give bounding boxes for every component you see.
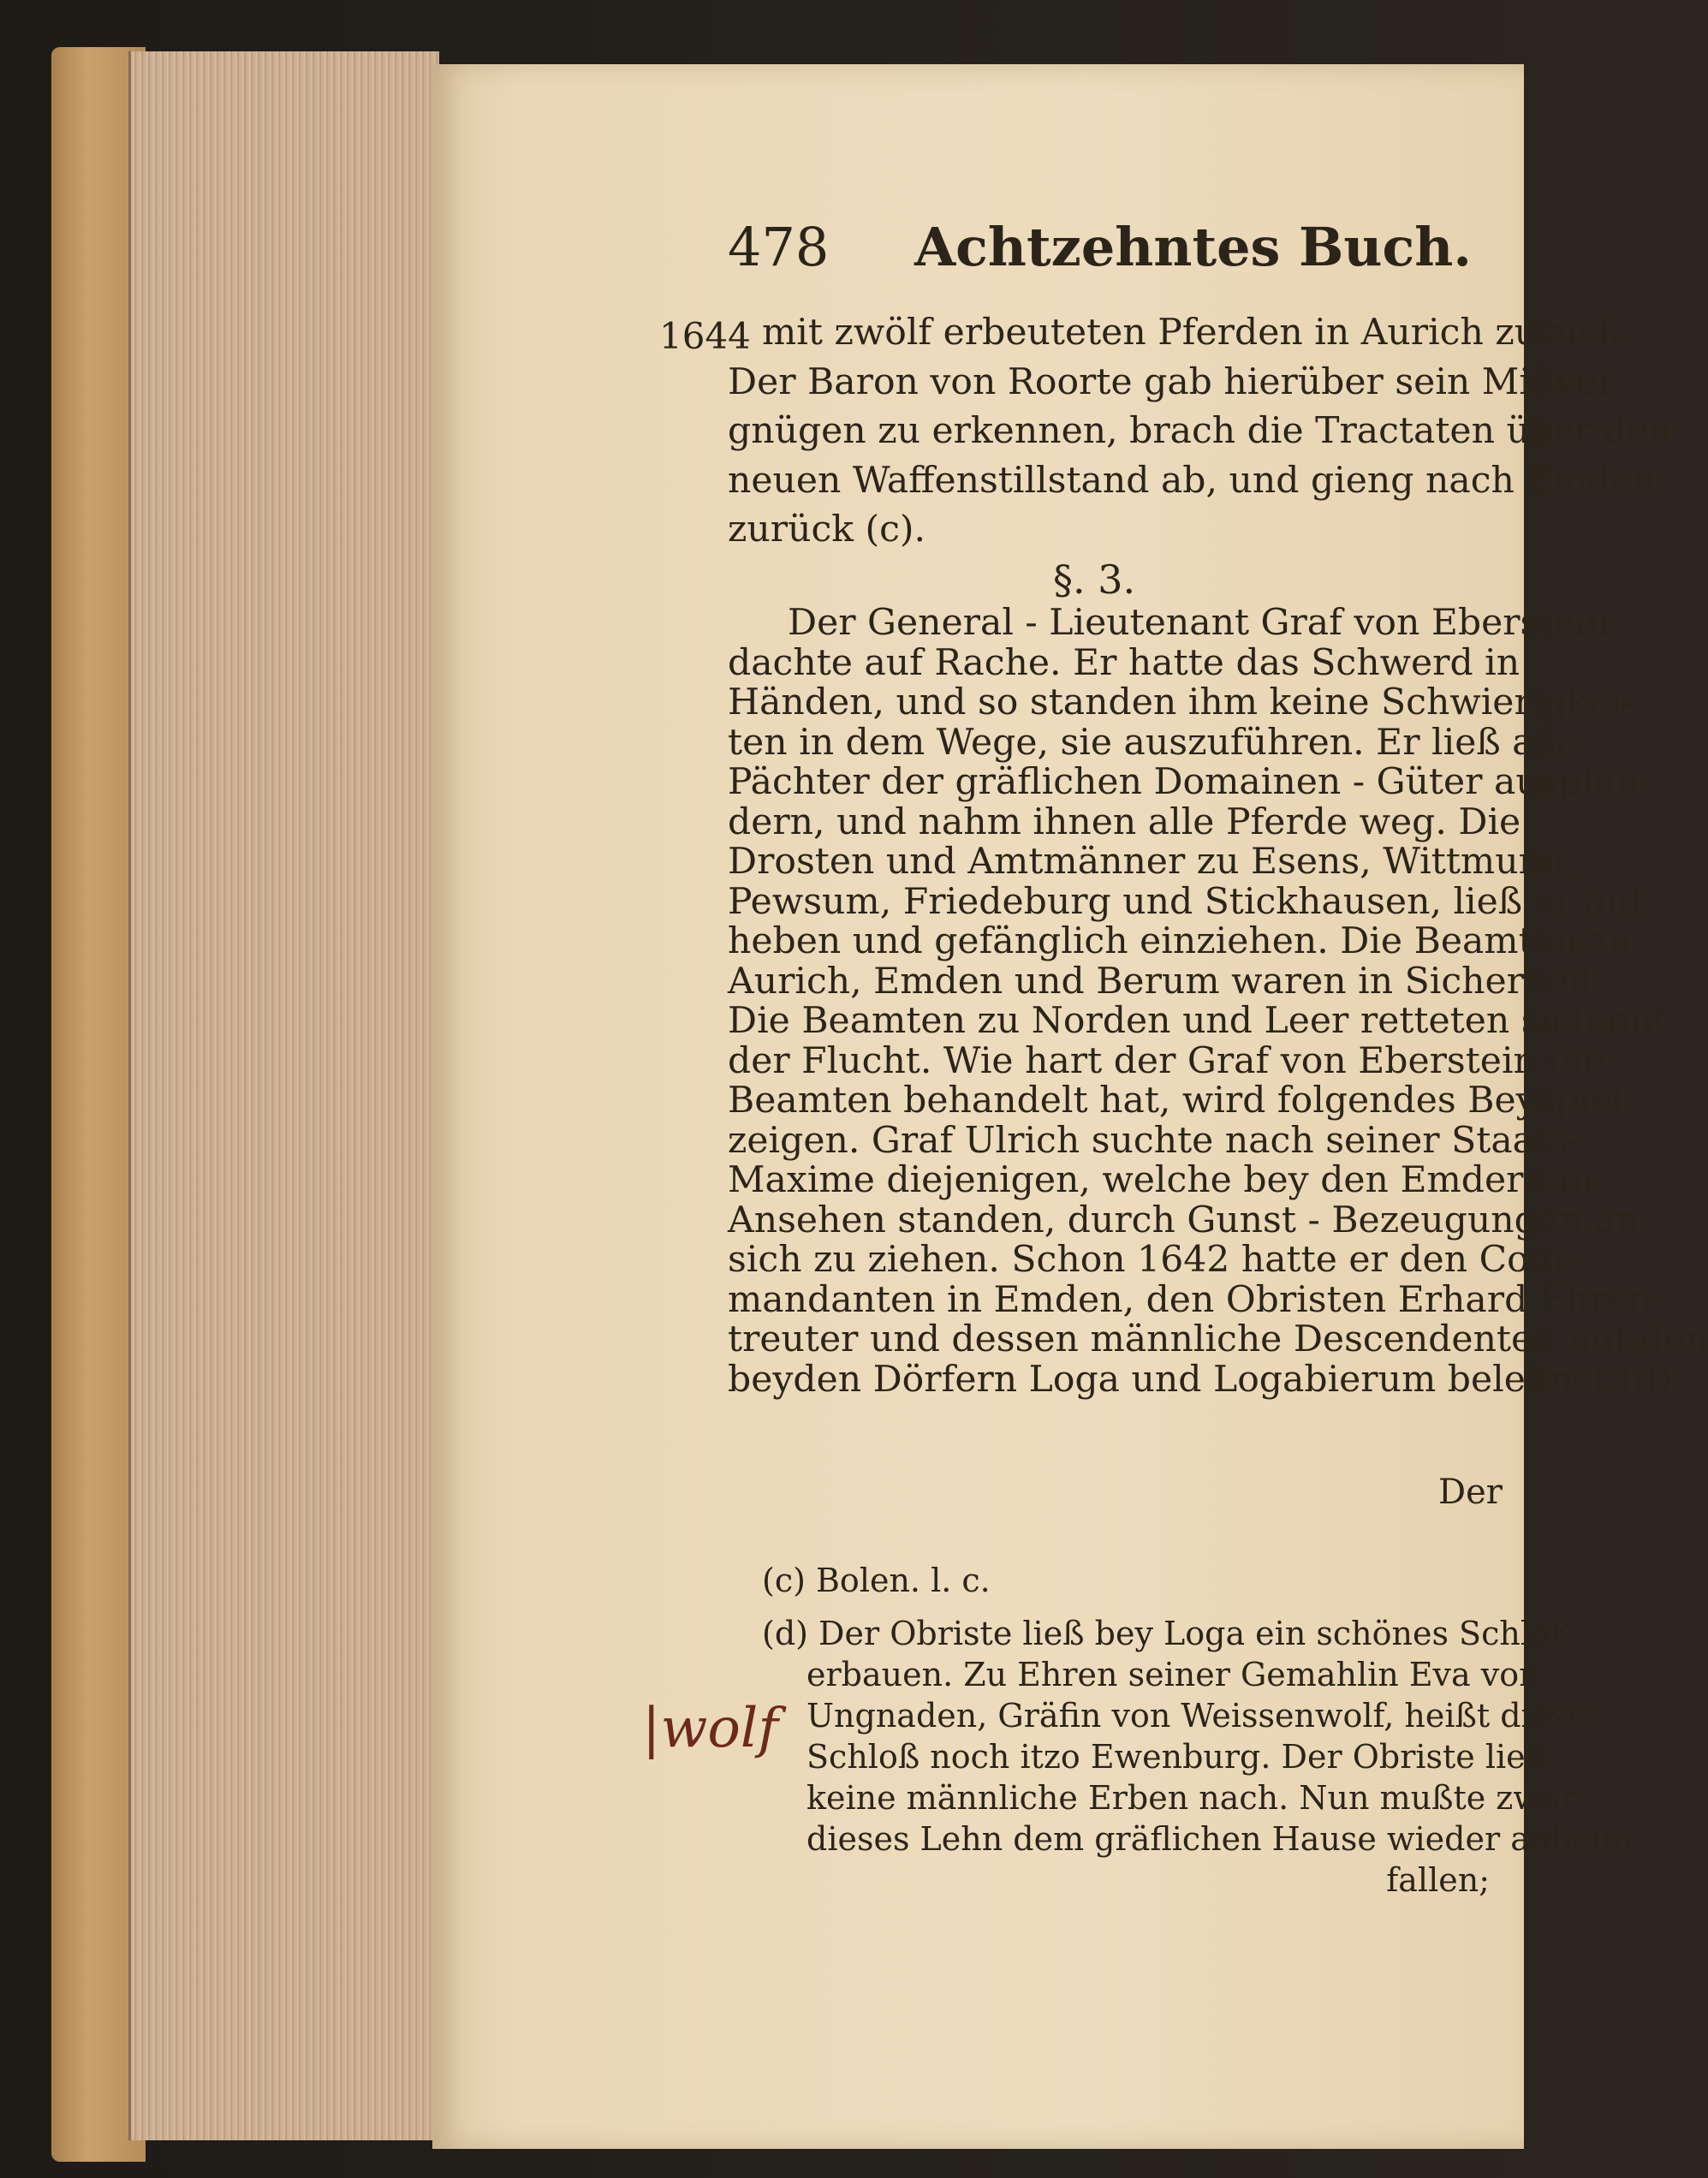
footnotes [762,1560,1633,1901]
catchword: Der [1438,1473,1503,1512]
text-line: heben und gefänglich einziehen. Die Beamten zu [728,920,1633,962]
footnote-d-line: Ungnaden, Gräfin von Weissenwolf, heißt dieses [806,1697,1604,1735]
text-line: beyden Dörfern Loga und Logabierum belehnet (d). [728,1358,1684,1401]
text-line: zurück (c). [728,509,925,550]
paragraph-1 [728,308,1672,555]
footnote-d-line: keine männliche Erben nach. Nun mußte zwar [806,1779,1576,1817]
text-line: Drosten und Amtmänner zu Esens, Wittmund, [728,841,1577,883]
footnote-d-line: Schloß noch itzo Ewenburg. Der Obriste ließ [806,1738,1548,1776]
text-line: gnügen zu erkennen, brach die Tractaten über den [728,410,1672,452]
text-line: Die Beamten zu Norden und Leer retteten sich mit [728,1000,1668,1042]
text-line: dachte auf Rache. Er hatte das Schwerd in [728,641,1521,684]
page-header [728,216,1472,278]
text-line: Ansehen standen, durch Gunst - Bezeugungen an [728,1199,1640,1241]
text-line: treuter und dessen männliche Descendenten mit den [728,1318,1708,1360]
text-line: Der General - Lieutenant Graf von Eberstein [788,602,1610,644]
text-line: mit zwölf erbeuteten Pferden in Aurich zurück. [762,312,1633,354]
text-line: dern, und nahm ihnen alle Pferde weg. Die [728,800,1521,843]
text-line: zeigen. Graf Ulrich suchte nach seiner Staats- [728,1119,1580,1162]
text-line: Der Baron von Roorte gab hierüber sein Mißver- [728,360,1628,403]
page-number: 478 [728,216,830,278]
text-line: der Flucht. Wie hart der Graf von Eberstein die [728,1039,1605,1082]
text-line: Aurich, Emden und Berum waren in Sicherheit. [728,960,1607,1003]
running-title: Achtzehntes Buch. [914,216,1472,278]
text-line: mandanten in Emden, den Obristen Erhard Ehren- [728,1278,1664,1321]
footnote-d-line: erbauen. Zu Ehren seiner Gemahlin Eva von [806,1656,1540,1693]
footnote-d-line: dieses Lehn dem gräflichen Hause wieder anheim [806,1820,1633,1858]
text-line: Händen, und so standen ihm keine Schwierigkei- [728,681,1634,723]
paragraph-2 [728,602,1708,1401]
text-line: Pewsum, Friedeburg und Stickhausen, ließ er auf- [728,880,1654,923]
footnote-c: (c) Bolen. l. c. [762,1562,991,1599]
page-block-edge [128,51,439,2140]
text-line: Pächter der gräflichen Domainen - Güter ausplün- [728,761,1652,803]
footnote-d-line: fallen; [1386,1861,1490,1899]
text-line: Maxime diejenigen, welche bey den Emdern in [728,1159,1594,1201]
handwritten-annotation: |wolf [642,1697,779,1760]
section-heading: §. 3. [1053,556,1136,603]
text-line: ten in dem Wege, sie auszuführen. Er ließ alle [728,721,1579,764]
footnote-d-line: (d) Der Obriste ließ bey Loga ein schönes Schloß [762,1615,1573,1652]
margin-year: 1644 [659,315,751,357]
text-line: Beamten behandelt hat, wird folgendes Beyspiel [728,1080,1623,1122]
text-line: sich zu ziehen. Schon 1642 hatte er den Com- [728,1239,1576,1281]
text-line: neuen Waffenstillstand ab, und gieng nach Emden [728,459,1656,502]
